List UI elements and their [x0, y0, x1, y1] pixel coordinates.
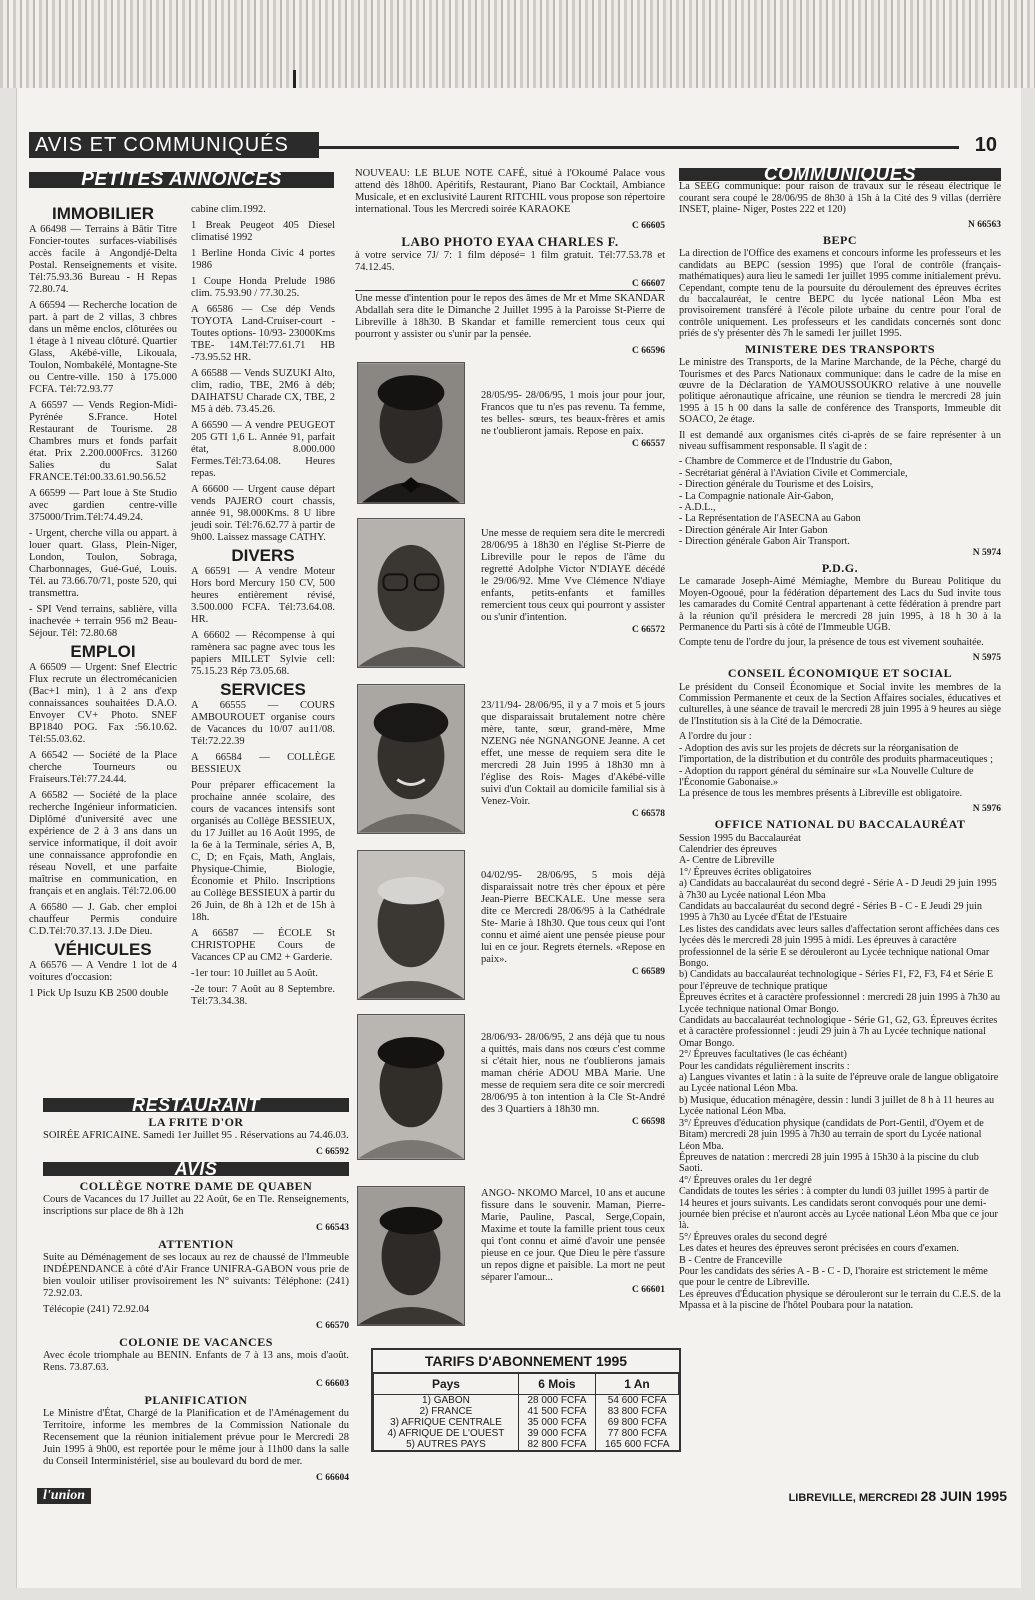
table-cell: 4) AFRIQUE DE L'OUEST: [374, 1428, 519, 1439]
table-cell: 3) AFRIQUE CENTRALE: [374, 1417, 519, 1428]
portrait-photo: [357, 684, 465, 834]
bluenote-text: NOUVEAU: LE BLUE NOTE CAFÉ, situé à l'Okoumé Palace vous attend dès 18h00. Apéritifs, Restaurant, Piano Bar Cocktail, Ambiance Musicale, et en exclusivité Laurent RITCHIL vous propose son répertoire international. Tous les Mercredi soirée KARAOKE: [355, 168, 665, 215]
table-row: [374, 1439, 679, 1450]
footer-date-value: 28 JUIN 1995: [920, 1488, 1007, 1504]
column-header: 6 Mois: [518, 1374, 595, 1395]
portrait-photo: [357, 1186, 465, 1326]
messe-code: C 66596: [632, 346, 665, 356]
list-item: - La Compagnie nationale Air-Gabon,: [679, 490, 834, 502]
list-item: - Direction générale du Tourisme et des Loisirs,: [679, 479, 874, 491]
portrait-photo: [357, 1014, 465, 1160]
table-cell: 165 600 FCFA: [595, 1439, 678, 1450]
labo-code: C 66607: [632, 279, 665, 289]
conseil-text-3: La présence de tous les membres présents à Libreville est obligatoire.: [679, 788, 963, 800]
table-cell: 39 000 FCFA: [518, 1428, 595, 1439]
immobilier-title: IMMOBILIER: [52, 204, 154, 223]
left-bottom-block: [43, 1095, 349, 1484]
list-item: - SPI Vend terrains, sablière, villa inachevée + terrain 956 m2 Beau-Séjour. Tél: 72.80.68: [29, 604, 177, 639]
attention-text-2: Télécopie (241) 72.92.04: [43, 1304, 150, 1315]
list-item: A 66498 — Terrains à Bâtir Titre Foncier-toutes surfaces-viabilisés accès facile à Angondjé-Delta Postal. Renseignements et visite. Tél:75.93.36 Bureau - H Repas 72.80.74.: [29, 224, 177, 295]
list-item: Épreuves de natation : mercredi 28 juin 1995 à 15h30 à la piscine du club Saoti.: [679, 1151, 979, 1175]
list-item: Candidats au baccalauréat du second degré - Séries B - C - E Jeudi 29 juin 1995 à 7h30 au Lycée d'État de l'Estuaire: [679, 900, 982, 924]
divers-title: DIVERS: [231, 546, 295, 565]
transports-text: Le ministre des Transports, de la Marine Marchande, de la Pêche, chargé du Tourismes et des Parcs Nationaux communique: dans le cadre de la mise en œuvre de la Déclaration de YAMOUSSOUKRO relative à une nouvelle politique aéronautique africaine, une réunion se tiendra le mercredi 28 juin 1995 à 15 h 00 dans la salle de conférence des Transports, Immeuble dit SOACO, 2e étage.: [679, 357, 1001, 426]
list-item: -1er tour: 10 Juillet au 5 Août.: [191, 968, 318, 979]
list-item: b) Candidats au baccalauréat technologique - Séries F1, F2, F3, F4 et Série E pour l'épreuve de technique pratique: [679, 969, 994, 992]
avis-banner: AVIS: [43, 1162, 349, 1176]
column-2: [191, 204, 335, 1012]
list-item: - Secrétariat général à l'Aviation Civile et Commerciale,: [679, 467, 908, 479]
list-item: A 66590 — A vendre PEUGEOT 205 GTI 1,6 L. Année 91, parfait état, 8.000.000 Fermes.Tél:73.64.08. Heures repas.: [191, 420, 335, 479]
portrait-photo: [357, 518, 465, 668]
conseil-code: N 5976: [972, 803, 1001, 814]
portrait-photo: [357, 850, 465, 1000]
section-title: AVIS ET COMMUNIQUÉS: [35, 134, 289, 156]
page-footer: [37, 1488, 1017, 1506]
list-item: A 66602 — Récompense à qui ramènera sac pagne avec tous les papiers MILLET Sylvie cell: 75.15.23 Rép 73.05.68.: [191, 630, 335, 677]
list-item: A 66597 — Vends Region-Midi-Pyrénée S.France. Hotel Restaurant de Tourisme. 28 Chambres murs et fonds parfait état. Prix 2.200.000Frcs. 31260 Salies du Salat FRANCE.Tél:00.33.61.90.56.52: [29, 400, 177, 483]
obituary-body: ANGO- NKOMO Marcel, 10 ans et aucune fissure dans le souvenir. Maman, Pierre-Marie, Pauline, Pascal, Serge,Copain, Maxime et toute la famille prient tous ceux qui t'ont connu et aimé d'avoir une pensée pieuse en ce jour. Que Dieu le père t'assure un repos digne et paisible. La mort ne peut séparer l'amour...: [481, 1188, 665, 1283]
scan-mark: [293, 70, 296, 88]
obituary-body: 28/05/95- 28/06/95, 1 mois jour pour jour, Francos que tu n'es pas revenu. Ta femme, tes belles- sœurs, tes beaux-frères et amis ne t'oublieront jamais. Repose en paix.: [481, 390, 665, 437]
list-item: 1 Coupe Honda Prelude 1986 clim. 75.93.90 / 77.30.25.: [191, 276, 335, 299]
avis-code: C 66543: [316, 1223, 349, 1233]
list-item: Pour les candidats des séries A - B - C - D, l'horaire est strictement le même que pour le centre de Libreville.: [679, 1265, 988, 1289]
list-item: A 66588 — Vends SUZUKI Alto, clim, radio, TBE, 2M6 à déb; DAIHATSU Charade CX, TBE, 2 M5 à déb. 73.45.26.: [191, 368, 335, 415]
colonie-text: Avec école triomphale au BENIN. Enfants de 7 à 13 ans, mois d'août. Rens. 73.87.63.: [43, 1350, 349, 1373]
pdg-code: N 5975: [972, 652, 1001, 663]
restaurant-code: C 66592: [316, 1147, 349, 1157]
list-item: 5°/ Épreuves orales du second degré: [679, 1231, 828, 1243]
background-strip: [0, 0, 1035, 88]
planification-code: C 66604: [316, 1473, 349, 1483]
transports-text-2: Il est demandé aux organismes cités ci-après de se faire représenter à un niveau suffisamment responsable. Il s'agit de :: [679, 429, 1001, 452]
emploi-title: EMPLOI: [70, 642, 136, 661]
list-item: 1 Pick Up Isuzu KB 2500 double: [29, 988, 169, 999]
messe-text: Une messe d'intention pour le repos des âmes de Mr et Mme SKANDAR Abdallah sera dite le Dimanche 2 Juillet 1995 à la Paroisse St-Pierre de Libreville à 18h30. B Skandar et famille remercient tous ceux qui pourront y assister ou s'unir par la pensée.: [355, 290, 665, 341]
list-item: - Direction générale Air Inter Gabon: [679, 524, 828, 536]
list-item: Pour les candidats régulièrement inscrits :: [679, 1060, 850, 1072]
obituary-text: [481, 870, 665, 978]
list-item: - Chambre de Commerce et de l'Industrie du Gabon,: [679, 456, 893, 468]
table-cell: 82 800 FCFA: [518, 1439, 595, 1450]
conseil-title: CONSEIL ÉCONOMIQUE ET SOCIAL: [727, 666, 953, 681]
list-item: B - Centre de Franceville: [679, 1254, 782, 1266]
table-cell: 77 800 FCFA: [595, 1428, 678, 1439]
list-item: A 66555 — COURS AMBOUROUET organise cours de Vacances du 10/07 au11/08. Tél:72.22.39: [191, 700, 335, 747]
transports-title: MINISTERE DES TRANSPORTS: [744, 341, 936, 356]
obituary-body: 28/06/93- 28/06/95, 2 ans déjà que tu nous a quittés, mais dans nos cœurs c'est comme si c'était hier, nous ne t'oublierons jamais maman chérie ADOU MBA Marie. Une messe de requiem sera dite ce soir mercredi 28/06/95 à ton intention à la Cle St-André des 3 Quartiers à 18h30 mn.: [481, 1032, 665, 1115]
obituary-text: [481, 1032, 665, 1128]
planification-title: PLANIFICATION: [144, 1393, 248, 1407]
table-cell: 54 600 FCFA: [595, 1395, 678, 1407]
list-item: A 66580 — J. Gab. cher emploi chauffeur Permis conduire C.D.Tél:70.37.13. J.De Dieu.: [29, 902, 177, 937]
column-4: [679, 164, 1001, 1312]
list-item: A 66582 — Société de la place recherche Ingénieur informaticien. Diplômé d'université avec une expérience de 2 à 3 ans dans un service informatique, il doit avoir une connaissance approfondie en réseau Novell, et une parfaite maîtrise en communication, en français et en anglais. Tél:72.06.00: [29, 790, 177, 897]
page-number: 10: [974, 134, 997, 156]
restaurant-banner: RESTAURANT: [43, 1098, 349, 1112]
obituary-text: [481, 700, 665, 820]
colonie-title: COLONIE DE VACANCES: [119, 1335, 273, 1349]
list-item: cabine clim.1992.: [191, 204, 266, 215]
list-item: A 66599 — Part loue à Ste Studio avec gardien centre-ville 375000/Trim.Tél:74.49.24.: [29, 488, 177, 523]
table-cell: 69 800 FCFA: [595, 1417, 678, 1428]
pdg-text-2: Compte tenu de l'ordre du jour, la présence de tous est vivement souhaitée.: [679, 637, 984, 649]
list-item: A 66587 — ÉCOLE St CHRISTOPHE Cours de Vacances CP au CM2 + Garderie.: [191, 928, 335, 963]
table-cell: 1) GABON: [374, 1395, 519, 1407]
list-item: Épreuves écrites et à caractère professionnel : mercredi 28 juin 1995 à 7h30 au Lycée technique national Omar Bongo.: [679, 992, 1001, 1015]
table-cell: 5) AUTRES PAYS: [374, 1439, 519, 1450]
subscription-grid: [373, 1373, 679, 1450]
column-header: Pays: [374, 1374, 519, 1395]
conseil-text: Le président du Conseil Économique et Social invite les membres de la Commission Permanente et ceux de la Section Affaires sociales, éducatives et culturelles, à une séance de travail le mercredi 28 juin 1995 à 9 heures au siège de l'Institution sis à la Cité de la Démocratie.: [679, 681, 1001, 727]
colonie-code: C 66603: [316, 1379, 349, 1389]
list-item: 2°/ Épreuves facultatives (le cas échéant): [679, 1049, 847, 1061]
seeg-code: N 66563: [968, 219, 1001, 230]
list-item: A 66576 — A Vendre 1 lot de 4 voitures d'occasion:: [29, 960, 177, 983]
restaurant-title: LA FRITE D'OR: [148, 1115, 244, 1129]
list-item: 1 Berline Honda Civic 4 portes 1986: [191, 248, 335, 271]
list-item: A- Centre de Libreville: [679, 855, 775, 867]
pdg-title: P.D.G.: [821, 561, 859, 575]
avis-text: Cours de Vacances du 17 Juillet au 22 Août, 6e en Tle. Renseignements, inscriptions sur place de 8h à 12h: [43, 1194, 349, 1217]
list-item: - La Représentation de l'ASECNA au Gabon: [679, 513, 861, 525]
obituary-body: 23/11/94- 28/06/95, il y a 7 mois et 5 jours que disparaissait brutalement notre chère mère, tante, sœur, grand-mère, Mme NZENG née NGNANGONE Jeanne. A cet effet, une messe de requiem sera dite le mercredi 28 Juin 1995 à 18h30 mn à l'église des Rois- Mages d'Akébé-ville suivi d'un Coktail au domicile familial sis à Venez-Voir.: [481, 700, 665, 807]
subscription-title: TARIFS D'ABONNEMENT 1995: [373, 1350, 679, 1373]
seeg-text: La SEEG communique: pour raison de travaux sur le réseau électrique le courant sera coupé le 28/06/95 de 8h30 à 15h à la Cité des 9 villas (derrière INSET, plaine- Niger, Postes 222 et 120): [679, 181, 1001, 216]
list-item: - Direction générale Gabon Air Transport.: [679, 536, 850, 548]
list-item: a) Langues vivantes et latin : à la suite de l'épreuve orale de langue obligatoire au Lycée national Léon Mba.: [679, 1072, 999, 1095]
list-item: 3°/ Épreuves d'éducation physique (candidats de Port-Gentil, d'Oyem et de Bitam) mercredi 28 juin 1995 à 7h30 au terrain de sport du Lycée national Léon Mba.: [679, 1117, 984, 1152]
obituary-text: [481, 390, 665, 450]
obituary-body: 04/02/95- 28/06/95, 5 mois déjà disparaissait notre très cher époux et père Jean-Pierre BECKALE. Une messe sera dite ce Mercredi 28/06/95 à la Cathédrale Ste- Marie à 18h30. Que tous ceux qui l'ont connu et aimé aient une pensée pieuse pour lui en ce jour. Regrets éternels. «Repose en paix».: [481, 870, 665, 965]
obituary-code: C 66557: [632, 439, 665, 449]
table-row: [374, 1417, 679, 1428]
column-3-top: [355, 168, 665, 357]
bepc-text: La direction de l'Office des examens et concours informe les professeurs et les candidats au BEPC (session 1995) que l'oral de contrôle (français-mathématiques) aura lieu le samedi 1er juillet 1995 comme initialement prévu. Cependant, compte tenu de la poursuite du déroulement des épreuves écrites du baccalauréat, le centre BEPC du lycée national Léon Mba est provisoirement transféré à l'école pilote urbaine du centre pour l'oral de contrôle uniquement. Les professeurs et les candidats concernés sont donc priés de s'y présenter dès 7h le samedi 1er juillet 1995.: [679, 248, 1001, 340]
pdg-text: Le camarade Joseph-Aimé Mémiaghe, Membre du Bureau Politique du Moyen-Ogooué, pour la fédération département des Lacs du Sud invite tous les camarades du Comité Central appartenant à cette fédération à prendre part à la réunion qu'il présidera le mercredi 28 juin 1995, à 18 h 30 à la Permanence du Parti sis à côté de l'Immeuble UGB.: [679, 576, 1001, 634]
restaurant-text: SOIRÉE AFRICAINE. Samedi 1er Juillet 95 . Réservations au 74.46.03.: [43, 1130, 349, 1141]
newspaper-logo: l'union: [37, 1488, 91, 1504]
obituary-code: C 66601: [632, 1285, 665, 1295]
obituary-text: [481, 528, 665, 636]
portrait-photo: [357, 362, 465, 504]
list-item: - A.D.L.,: [679, 501, 716, 513]
header-rule: [319, 146, 959, 149]
labo-text: à votre service 7J/ 7: 1 film déposé= 1 film gratuit. Tél:77.53.78 et 74.12.45.: [355, 250, 665, 273]
vehicules-title: VÉHICULES: [54, 940, 152, 959]
labo-title: LABO PHOTO EYAA CHARLES F.: [401, 234, 619, 249]
column-header: 1 An: [595, 1374, 678, 1395]
list-item: b) Musique, éducation ménagère, dessin : lundi 3 juillet de 8 h à 11 heures au Lycée national Léon Mba.: [679, 1094, 995, 1118]
list-item: - Adoption des avis sur les projets de décrets sur la réorganisation de l'importation, de la distribution et du contrôle des produits pharmaceutiques ;: [679, 742, 993, 766]
conseil-text-2: A l'ordre du jour :: [679, 731, 752, 743]
table-row: [374, 1395, 679, 1407]
avis-title: COLLÈGE NOTRE DAME DE QUABEN: [79, 1179, 313, 1193]
subscription-table: [371, 1348, 681, 1452]
footer-place: LIBREVILLE, MERCREDI: [788, 1492, 918, 1504]
list-item: Candidats de toutes les séries : à compter du lundi 03 juillet 1995 à partir de 14 heures et jours suivants. Les candidats seront convoqués pour une demi-journée bien précise et n'auront accès au Lycée national Léon Mba que ce jour là.: [679, 1186, 998, 1232]
table-cell: 2) FRANCE: [374, 1406, 519, 1417]
list-item: A 66591 — A vendre Moteur Hors bord Mercury 150 CV, 500 heures entièrement révisé, 3.500.000 FCFA. Tél:73.64.08. HR.: [191, 566, 335, 625]
page-header: [29, 132, 1009, 158]
table-row: [374, 1428, 679, 1439]
obituary-code: C 66572: [632, 625, 665, 635]
obituary-text: [481, 1188, 665, 1296]
attention-title: ATTENTION: [158, 1237, 234, 1251]
footer-date: [789, 1488, 1007, 1504]
transports-code: N 5974: [972, 547, 1001, 558]
obituary-code: C 66578: [632, 809, 665, 819]
list-item: Les listes des candidats avec leurs salles d'affectation seront affichées dans ces lycées dès le mercredi 28 juin 1995 à midi. Les épreuves à caractère professionnel de la série E se dérouleront au Lycée technique national Omar Bongo.: [679, 923, 1000, 969]
list-item: 1°/ Épreuves écrites obligatoires: [679, 866, 812, 878]
table-cell: 35 000 FCFA: [518, 1417, 595, 1428]
list-item: A 66542 — Société de la Place cherche Tourneurs ou Fraiseurs.Tél:77.24.44.: [29, 750, 177, 785]
section-bar: [29, 132, 319, 158]
list-item: A 66600 — Urgent cause départ vends PAJERO court chassis, année 91, 98.000Kms. 8 U libre jeudi soir. Tél:76.62.77 à partir de 9h00. Laissez massage CATHY.: [191, 484, 335, 543]
bepc-title: BEPC: [822, 233, 857, 248]
list-item: Candidats au baccalauréat technologique - Série G1, G2, G3. Épreuves écrites et à caractère professionnel : jeudi 29 juin à 7h au Lycée technique national Omar Bongo.: [679, 1015, 998, 1049]
onb-title: OFFICE NATIONAL DU BACCALAURÉAT: [714, 817, 966, 832]
list-item: A 66586 — Cse dép Vends TOYOTA Land-Cruiser-court -Toutes options- 10/93- 23000Kms TBE- 14M.Tél:77.61.71 HB -73.95.52 HR.: [191, 304, 335, 363]
table-cell: 28 000 FCFA: [518, 1395, 595, 1407]
list-item: - Urgent, cherche villa ou appart. à louer quart. Glass, Plein-Niger, London, Toulon, Sobraga, Charbonnages, Gué-Gué, Louis. Tél. au 73.66.70/71, poste 520, qui transmettra.: [29, 528, 177, 599]
bluenote-code: C 66605: [632, 221, 665, 231]
communiques-banner: COMMUNIQUÉS: [679, 168, 1001, 181]
planification-text: Le Ministre d'État, Chargé de la Planification et de l'Aménagement du Territoire, informe les membres de la Commission Nationale du Recensement que la réunion initialement prévue pour le Mercredi 28 Juin 1995 à 9h00, est reportée pour le même jour à 11h00 dans la salle du Conseil Interministériel, sise au boulevard du bord de mer.: [43, 1408, 349, 1467]
list-item: -2e tour: 7 Août au 8 Septembre. Tél:73.34.38.: [191, 984, 335, 1007]
attention-text: Suite au Déménagement de ses locaux au rez de chaussé de l'Immeuble INDÉPENDANCE à côté d'Air France UNIFRA-GABON vous prie de bien vouloir utiliser provisoirement les N° suivants: Téléphone: (241) 72.92.03.: [43, 1252, 349, 1299]
attention-code: C 66570: [316, 1321, 349, 1331]
list-item: Pour préparer efficacement la prochaine année scolaire, des cours de vacances intensifs sont organisés au Collège BESSIEUX, du 17 Juillet au 16 Août 1995, de la 6e à la Terminale, séries A, B, C, D; en Fçais, Math, Anglais, Physique-Chimie, Biologie, Économie et Philo. Inscriptions au Collège BESSIEUX à partir du 26 Juin, de 8h à 12h et de 15h à 18h.: [191, 780, 335, 923]
table-cell: 41 500 FCFA: [518, 1406, 595, 1417]
list-item: 1 Break Peugeot 405 Diesel climatisé 1992: [191, 220, 335, 243]
list-item: Les épreuves d'Éducation physique se dérouleront sur le terrain du C.E.S. de la Mpassa et à la piscine de l'hôtel Poubara pour la natation.: [679, 1288, 1001, 1312]
obituary-code: C 66589: [632, 967, 665, 977]
list-item: A 66594 — Recherche location de part. à part de 2 villas, 3 chbres dans un même enclos, clôturées ou 1 étage à 1 niveau clôturé. Quartier Glass, Akébé-ville, Likouala, Toulon, Nombakélé, Montagne-Ste ou Centre-ville. 150 à 175.000 FCFA. Tél:72.93.77: [29, 300, 177, 395]
list-item: Session 1995 du Baccalauréat: [679, 832, 801, 844]
list-item: - Adoption du rapport général du séminaire sur «La Nouvelle Culture de l'Économie Gabonaise.»: [679, 765, 974, 788]
table-row: [374, 1406, 679, 1417]
obituary-code: C 66598: [632, 1117, 665, 1127]
petites-annonces-banner: PETITES ANNONCES: [29, 172, 334, 188]
list-item: Calendrier des épreuves: [679, 843, 777, 855]
newspaper-page: [16, 88, 1021, 1588]
list-item: Les dates et heures des épreuves seront précisées en cours d'examen.: [679, 1243, 959, 1255]
table-cell: 83 800 FCFA: [595, 1406, 678, 1417]
obituary-body: Une messe de requiem sera dite le mercredi 28/06/95 à 18h30 en l'église St-Pierre de Libreville pour le repos de l'âme du regretté Adolphe Victor N'DIAYE décédé le 29/06/92. Mme Vve Clémence N'diaye enfants, petits-enfants et familles remercient tous ceux qui pourront y assister ou s'unir d'intention.: [481, 528, 665, 623]
services-title: SERVICES: [220, 680, 306, 699]
list-item: 4°/ Épreuves orales du 1er degré: [679, 1174, 812, 1186]
list-item: a) Candidats au baccalauréat du second degré - Série A - D Jeudi 29 juin 1995 à 7h30 au Lycée national Léon Mba: [679, 878, 997, 901]
list-item: A 66509 — Urgent: Snef Electric Flux recrute un électromécanicien (Bac+1 min), 1 à 2 ans d'exp connaissances souhaitées D.A.O. Envoyer CV+ Photo. SNEF BP1840 POG. Fax :56.10.62. Tél:55.03.62.: [29, 662, 177, 745]
list-item: A 66584 — COLLÈGE BESSIEUX: [191, 752, 335, 775]
